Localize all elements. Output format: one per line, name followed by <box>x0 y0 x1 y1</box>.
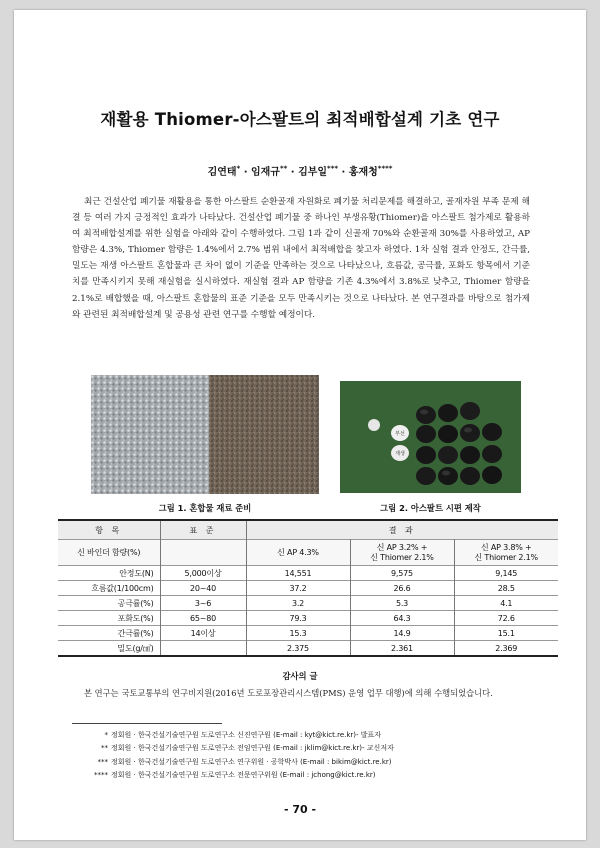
row-value: 26.6 <box>350 581 454 596</box>
footnote-item <box>88 769 394 782</box>
footnote-mark: **** <box>94 770 108 779</box>
binder-col-1 <box>246 540 350 566</box>
author-separator: · <box>287 167 299 178</box>
specimen-label: 부선 <box>395 431 405 437</box>
row-item: 흐름값(1/100cm) <box>58 581 160 596</box>
acknowledgment-title: 감사의 글 <box>282 671 318 681</box>
row-value: 64.3 <box>350 611 454 626</box>
footnote-mark: *** <box>97 757 108 766</box>
row-value: 79.3 <box>246 611 350 626</box>
footnote-list <box>88 729 394 782</box>
binder-line: 신 AP 4.3% <box>277 547 319 557</box>
binder-line: 신 AP 3.2% + <box>376 542 428 552</box>
row-value: 15.1 <box>497 628 515 638</box>
footnote-mark: * <box>104 731 108 739</box>
footnote-text: 정회원 · 한국건설기술연구원 도로연구소 신진연구원 (E-mail : kyt@kict.re.kr)- 발표자 <box>111 731 382 739</box>
binder-col-3 <box>454 540 558 566</box>
aggregate-photo-image <box>91 375 319 494</box>
author-mark: *** <box>327 164 339 173</box>
table-row <box>58 596 558 611</box>
author-name: 김연태 <box>207 167 237 178</box>
author-mark: ** <box>279 164 288 173</box>
row-value: 14,551 <box>246 566 350 581</box>
table-row <box>58 626 558 641</box>
row-value: 28.5 <box>497 583 515 593</box>
footnote-item <box>88 756 394 769</box>
author-mark: **** <box>377 164 393 173</box>
row-item: 간극률(%) <box>58 626 160 641</box>
footnote-item <box>88 729 394 742</box>
specimen-photo-image <box>340 381 521 493</box>
row-item: 공극률(%) <box>58 596 160 611</box>
author-name: 임재규 <box>250 167 280 178</box>
results-table <box>58 519 558 657</box>
table-header-row <box>58 520 558 540</box>
footnote-text: 정회원 · 한국건설기술연구원 도로연구소 전문연구위원 (E-mail : jchong@kict.re.kr) <box>111 770 376 779</box>
paper-title: 재활용 Thiomer-아스팔트의 최적배합설계 기초 연구 <box>100 110 500 129</box>
author-name: 홍재청 <box>348 167 378 178</box>
row-standard: 14이상 <box>160 626 246 641</box>
header-result: 결 과 <box>246 520 558 540</box>
author-separator: · <box>240 167 251 178</box>
row-value: 3.2 <box>246 596 350 611</box>
row-value: 2.361 <box>350 641 454 657</box>
row-value: 2.375 <box>246 641 350 657</box>
footnote-text: 정회원 · 한국건설기술연구원 도로연구소 전임연구원 (E-mail : jklim@kict.re.kr)- 교신저자 <box>111 744 394 753</box>
binder-line: 신 Thiomer 2.1% <box>370 552 434 562</box>
row-standard <box>160 641 246 657</box>
author-line <box>14 163 586 178</box>
abstract-paragraph: 최근 건설산업 폐기물 재활용을 통한 아스팔트 순환골재 자원화로 폐기물 처리문제를 해결하고, 골재자원 부족 문제 해결 등 여러 가지 긍정적인 효과가 나타났다. 건설산업 폐기물 중 하나인 부생유황(Thiomer)을 아스팔트 첨가제로 활용하여 최적배합설계를 위한 실험을 아래와 같이 수행하였다. 그림 1과 같이 신골재 70%와 순환골재 30%를 사용하였고, AP 함량은 4.3%, Thiomer 함량은 1.4%에서 2.7% 범위 내에서 최적배합을 찾고자 하였다. 1차 실험 결과 안정도, 간극률, 밀도는 재생 아스팔트 혼합물과 큰 차이 없이 기준을 만족하는 것으로 나타났으나, 흐름값, 공극률, 포화도 항목에서 기준치를 만족시키지 못해 재실험을 실시하였다. 재실험 결과 AP 함량을 기존 4.3%에서 3.8%로 낮추고, Thiomer 함량을 2.1%로 배합했을 때, 아스팔트 혼합물의 표준 기준을 모두 만족시키는 것으로 나타났다. 본 연구결과를 바탕으로 첨가제와 관련된 최적배합설계 및 공용성 관련 연구를 수행할 예정이다. <box>72 197 530 320</box>
figure-2-caption: 그림 2. 아스팔트 시편 제작 <box>380 503 481 513</box>
row-value: 9,575 <box>350 566 454 581</box>
binder-col-2 <box>350 540 454 566</box>
row-value: 72.6 <box>497 613 515 623</box>
binder-line: 신 AP 3.8% + <box>481 542 532 552</box>
binder-label: 신 바인더 함량(%) <box>58 540 160 566</box>
footnote-mark: ** <box>101 744 108 753</box>
binder-standard <box>160 540 246 566</box>
header-item: 항 목 <box>58 520 160 540</box>
table-row <box>58 611 558 626</box>
row-value: 15.3 <box>246 626 350 641</box>
figure-1-caption: 그림 1. 혼합물 재료 준비 <box>158 503 252 513</box>
row-item: 포화도(%) <box>58 611 160 626</box>
row-standard: 65~80 <box>160 611 246 626</box>
author-mark: * <box>236 164 241 173</box>
row-value: 2.369 <box>495 643 518 653</box>
row-standard: 20~40 <box>160 581 246 596</box>
table-row <box>58 581 558 596</box>
row-value: 37.2 <box>246 581 350 596</box>
asphalt-specimens-photo <box>340 381 521 493</box>
table-row <box>58 566 558 581</box>
row-standard: 3~6 <box>160 596 246 611</box>
row-value: 4.1 <box>500 598 513 608</box>
footnote-divider <box>72 723 222 724</box>
table-row <box>58 641 558 657</box>
row-item: 안정도(N) <box>58 566 160 581</box>
binder-line: 신 Thiomer 2.1% <box>474 552 538 562</box>
row-value: 14.9 <box>350 626 454 641</box>
document-page <box>14 10 586 840</box>
header-standard: 표 준 <box>160 520 246 540</box>
aggregate-materials-photo <box>91 375 319 494</box>
specimen-label: 재생 <box>395 451 405 457</box>
acknowledgment-text: 본 연구는 국토교통부의 연구비지원(2016년 도로포장관리시스템(PMS) 운영 업무 대행)에 의해 수행되었습니다. <box>84 688 493 698</box>
footnote-text: 정회원 · 한국건설기술연구원 도로연구소 연구위원 · 공학박사 (E-mail : bikim@kict.re.kr) <box>111 757 392 766</box>
page-number: - 70 - <box>283 803 317 816</box>
row-value: 5.3 <box>350 596 454 611</box>
row-standard: 5,000이상 <box>160 566 246 581</box>
author-name: 김부일 <box>298 167 328 178</box>
author-separator: · <box>338 167 349 178</box>
table-row-binder <box>58 540 558 566</box>
row-value: 9,145 <box>495 568 518 578</box>
footnote-item <box>88 742 394 755</box>
row-item: 밀도(g/㎤) <box>58 641 160 657</box>
